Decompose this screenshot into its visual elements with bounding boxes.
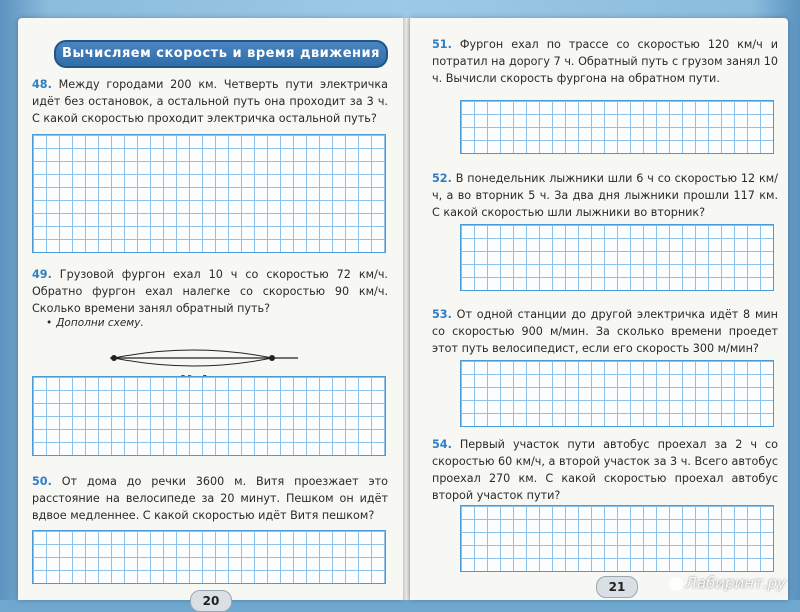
problem-54 [432, 436, 778, 504]
problem-number: 54. [432, 438, 452, 451]
problem-number: 48. [32, 78, 52, 91]
book-spine [403, 18, 410, 600]
problem-text: Между городами 200 км. Четверть пути электричка идёт без остановок, а остальной путь она проходит за 3 ч. С какой скоростью проходит электричка остальной путь? [32, 78, 388, 125]
arc-top [114, 350, 272, 358]
bullet: • [46, 317, 53, 329]
problem-text: От одной станции до другой электричка идёт 8 мин со скоростью 900 м/мин. За сколько времени проедет этот путь велосипедист, если его скорость 300 м/мин? [432, 308, 778, 355]
answer-grid-53 [460, 360, 774, 427]
answer-grid-48 [32, 134, 386, 253]
site-watermark [669, 574, 786, 592]
arc-bottom [114, 358, 272, 366]
problem-text: Первый участок пути автобус проехал за 2 ч со скоростью 60 км/ч, а второй участок за 3 ч. Всего автобус проехал 270 км. С какой скоростью проехал автобус второй участок пути? [432, 438, 778, 502]
problem-50 [32, 473, 388, 524]
labirint-logo-icon [669, 577, 683, 591]
problem-text: Грузовой фургон ехал 10 ч со скоростью 72 км/ч. Обратно фургон ехал налегке со скоростью 90 км/ч. Сколько времени занял обратный путь? [32, 268, 388, 315]
problem-53 [432, 306, 778, 357]
problem-51 [432, 36, 778, 87]
problem-48 [32, 76, 388, 127]
problem-number: 49. [32, 268, 52, 281]
problem-number: 50. [32, 475, 52, 488]
answer-grid-50 [32, 530, 386, 584]
answer-grid-54 [460, 505, 774, 572]
answer-grid-51 [460, 100, 774, 154]
section-title: Вычисляем скорость и время движения [54, 40, 388, 68]
problem-52 [432, 170, 778, 221]
problem-number: 52. [432, 172, 452, 185]
problem-number: 51. [432, 38, 452, 51]
left-page [18, 18, 403, 608]
instruction-note [46, 317, 144, 329]
right-page [410, 18, 788, 600]
problem-text: В понедельник лыжники шли 6 ч со скоростью 12 км/ч, а во вторник 5 ч. За два дня лыжники прошли 117 км. С какой скоростью шли лыжники во вторник? [432, 172, 778, 219]
problem-49 [32, 266, 388, 317]
watermark-text: Лабиринт.ру [685, 574, 786, 592]
answer-grid-52 [460, 224, 774, 291]
page-number-left: 20 [190, 590, 232, 612]
problem-text: Фургон ехал по трассе со скоростью 120 км/ч и потратил на дорогу 7 ч. Обратный путь с грузом занял 10 ч. Вычисли скорость фургона на обратном пути. [432, 38, 778, 85]
answer-grid-49 [32, 376, 386, 456]
page-number-right: 21 [596, 576, 638, 598]
note-text: Дополни схему. [56, 317, 144, 329]
problem-text: От дома до речки 3600 м. Витя проезжает это расстояние на велосипеде за 20 минут. Пешком он идёт вдвое медленнее. С какой скоростью идёт Витя пешком? [32, 475, 388, 522]
problem-number: 53. [432, 308, 452, 321]
